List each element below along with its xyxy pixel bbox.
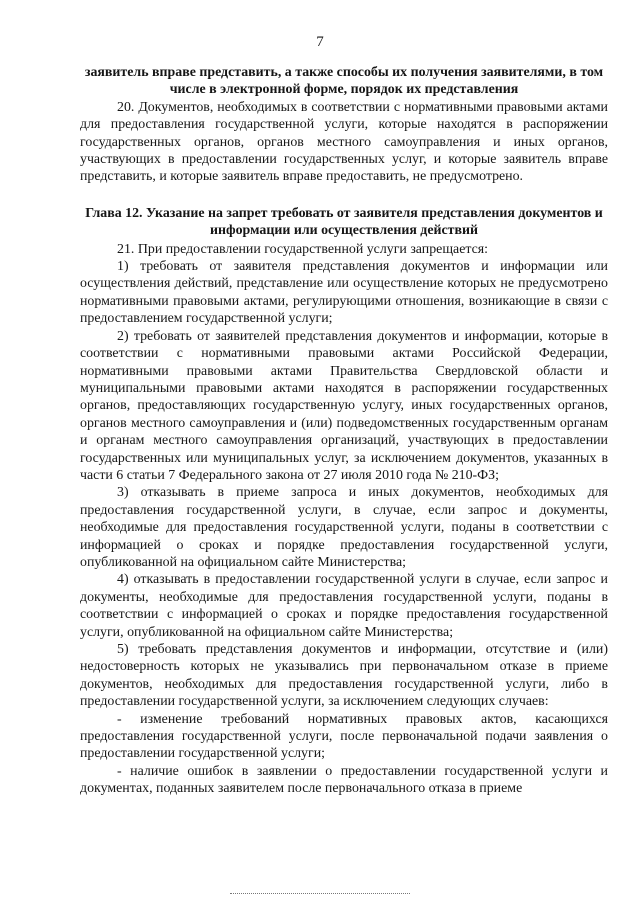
scan-artifact-line bbox=[230, 893, 410, 894]
list-item-5: 5) требовать представления документов и информации, отсутствие и (или) недостоверность которых не указывались при первоначальном отказе в приеме документов, необходимых для предоставления государственной услуги, либо в предоставлении государственной услуги, за исключением следующих случаев: bbox=[80, 642, 608, 710]
list-item-2: 2) требовать от заявителей представления документов и информации, которые в соответствии с нормативными правовыми актами Российской Федерации, нормативными правовыми актами Правительства Свердловской области и муниципальными правовыми актами находятся в распоряжении государственных органов, предоставляющих государственную услугу, иных государственных органов, органов местного самоуправления и (или) подведомственных государственным органам и органам местного самоуправления организаций, участвующих в предоставлении государственных или муниципальных услуг, за исключением документов, указанных в части 6 статьи 7 Федерального закона от 27 июля 2010 года № 210-ФЗ; bbox=[80, 328, 608, 483]
list-item-3: 3) отказывать в приеме запроса и иных документов, необходимых для предоставления государственной услуги, в случае, если запрос и документы, необходимые для предоставления государственной услуги, поданы в соответствии с информацией о сроках и порядке предоставления государственной услуги, опубликованной на официальном сайте Министерства; bbox=[80, 485, 608, 570]
page-number: 7 bbox=[316, 34, 324, 50]
page-body bbox=[80, 64, 608, 798]
section-heading-continuation: заявитель вправе представить, а также способы их получения заявителями, в том числе в электронной форме, порядок их представления bbox=[84, 65, 604, 98]
dash-item-1: - изменение требований нормативных правовых актов, касающихся предоставления государственной услуги, после первоначальной подачи заявления о предоставлении государственной услуги; bbox=[80, 711, 608, 762]
dash-item-2: - наличие ошибок в заявлении о предоставлении государственной услуги и документах, поданных заявителем после первоначального отказа в приеме bbox=[80, 763, 608, 797]
list-item-4: 4) отказывать в предоставлении государственной услуги в случае, если запрос и документы, необходимые для предоставления государственной услуги, поданы в соответствии с информацией о сроках и порядке предоставления государственной услуги, опубликованной на официальном сайте Министерства; bbox=[80, 572, 608, 640]
paragraph-20: 20. Документов, необходимых в соответствии с нормативными правовыми актами для предоставления государственной услуги, которые находятся в распоряжении государственных органов, органов местного самоуправления и иных органов, участвующих в предоставлении государственных услуг, и которые заявитель вправе представить, и которые заявитель вправе предоставить, не предусмотрено. bbox=[80, 99, 608, 185]
chapter-12-heading: Глава 12. Указание на запрет требовать от заявителя представления документов и информации или осуществления действий bbox=[85, 205, 603, 239]
paragraph-21: 21. При предоставлении государственной услуги запрещается: bbox=[117, 241, 489, 257]
list-item-1: 1) требовать от заявителя представления документов и информации или осуществления действий, представление или осуществление которых не предусмотрено нормативными правовыми актами, регулирующими отношения, возникающие в связи с предоставлением государственной услуги; bbox=[80, 259, 608, 327]
